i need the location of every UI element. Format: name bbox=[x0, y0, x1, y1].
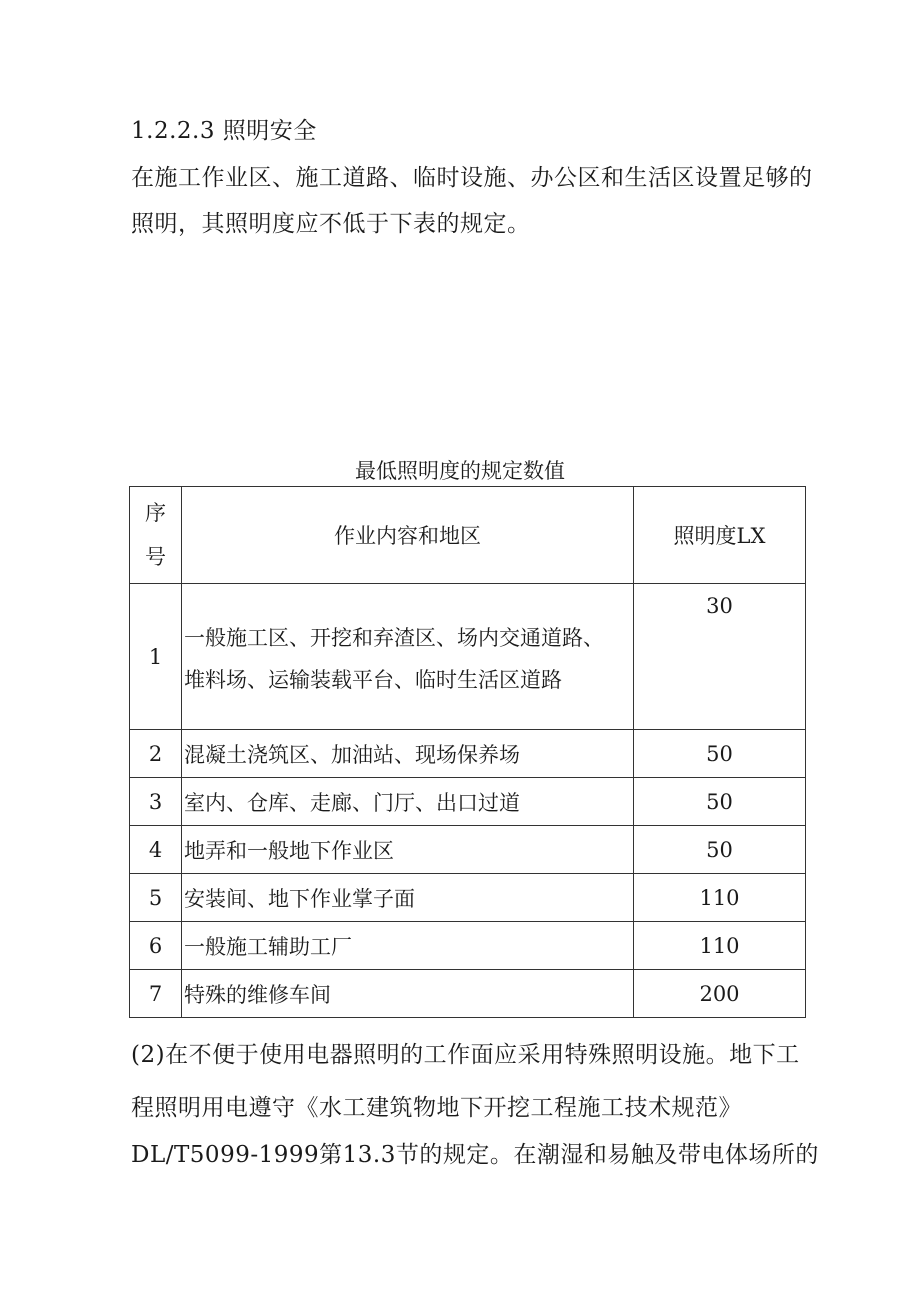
paragraph-1-line-2: 照明，其照明度应不低于下表的规定。 bbox=[131, 211, 531, 237]
row-illuminance: 50 bbox=[634, 826, 806, 874]
table-row bbox=[130, 970, 806, 1018]
table-row bbox=[130, 778, 806, 826]
row-illuminance: 200 bbox=[634, 970, 806, 1018]
row-work-area: 安装间、地下作业掌子面 bbox=[182, 874, 634, 922]
paragraph-2-line-2: 程照明用电遵守《水工建筑物地下开挖工程施工技术规范》 bbox=[131, 1095, 742, 1121]
row-work-area bbox=[182, 584, 634, 730]
row-number: 5 bbox=[130, 874, 182, 922]
table-title: 最低照明度的规定数值 bbox=[355, 459, 565, 483]
row-illuminance: 50 bbox=[634, 730, 806, 778]
table-row bbox=[130, 826, 806, 874]
row-work-area: 混凝土浇筑区、加油站、现场保养场 bbox=[182, 730, 634, 778]
header-serial-line-1: 序 bbox=[145, 501, 166, 525]
row-number: 7 bbox=[130, 970, 182, 1018]
header-serial-line-2: 号 bbox=[145, 545, 166, 569]
row-work-area-line-1: 一般施工区、开挖和弃渣区、场内交通道路、 bbox=[184, 625, 604, 650]
row-illuminance: 110 bbox=[634, 874, 806, 922]
row-work-area: 一般施工辅助工厂 bbox=[182, 922, 634, 970]
illuminance-table bbox=[129, 486, 806, 1018]
row-work-area: 室内、仓库、走廊、门厅、出口过道 bbox=[182, 778, 634, 826]
paragraph-2-line-3: DL/T5099-1999第13.3节的规定。在潮湿和易触及带电体场所的 bbox=[131, 1142, 819, 1168]
row-work-area: 地弄和一般地下作业区 bbox=[182, 826, 634, 874]
table-row bbox=[130, 730, 806, 778]
table-row bbox=[130, 922, 806, 970]
row-number: 6 bbox=[130, 922, 182, 970]
row-number: 4 bbox=[130, 826, 182, 874]
table-header-row bbox=[130, 487, 806, 584]
paragraph-2-line-1: (2)在不便于使用电器照明的工作面应采用特殊照明设施。地下工 bbox=[131, 1042, 800, 1068]
row-number: 3 bbox=[130, 778, 182, 826]
header-work-area: 作业内容和地区 bbox=[182, 487, 634, 584]
row-illuminance: 30 bbox=[634, 584, 806, 730]
row-work-area: 特殊的维修车间 bbox=[182, 970, 634, 1018]
row-illuminance: 50 bbox=[634, 778, 806, 826]
table-row bbox=[130, 874, 806, 922]
paragraph-1-line-1: 在施工作业区、施工道路、临时设施、办公区和生活区设置足够的 bbox=[131, 165, 813, 191]
row-illuminance: 110 bbox=[634, 922, 806, 970]
header-serial-number bbox=[130, 487, 182, 584]
header-illuminance: 照明度LX bbox=[634, 487, 806, 584]
row-number: 2 bbox=[130, 730, 182, 778]
section-heading: 1.2.2.3 照明安全 bbox=[131, 118, 317, 144]
table-row bbox=[130, 584, 806, 730]
row-number: 1 bbox=[130, 584, 182, 730]
row-work-area-line-2: 堆料场、运输装载平台、临时生活区道路 bbox=[184, 667, 562, 692]
